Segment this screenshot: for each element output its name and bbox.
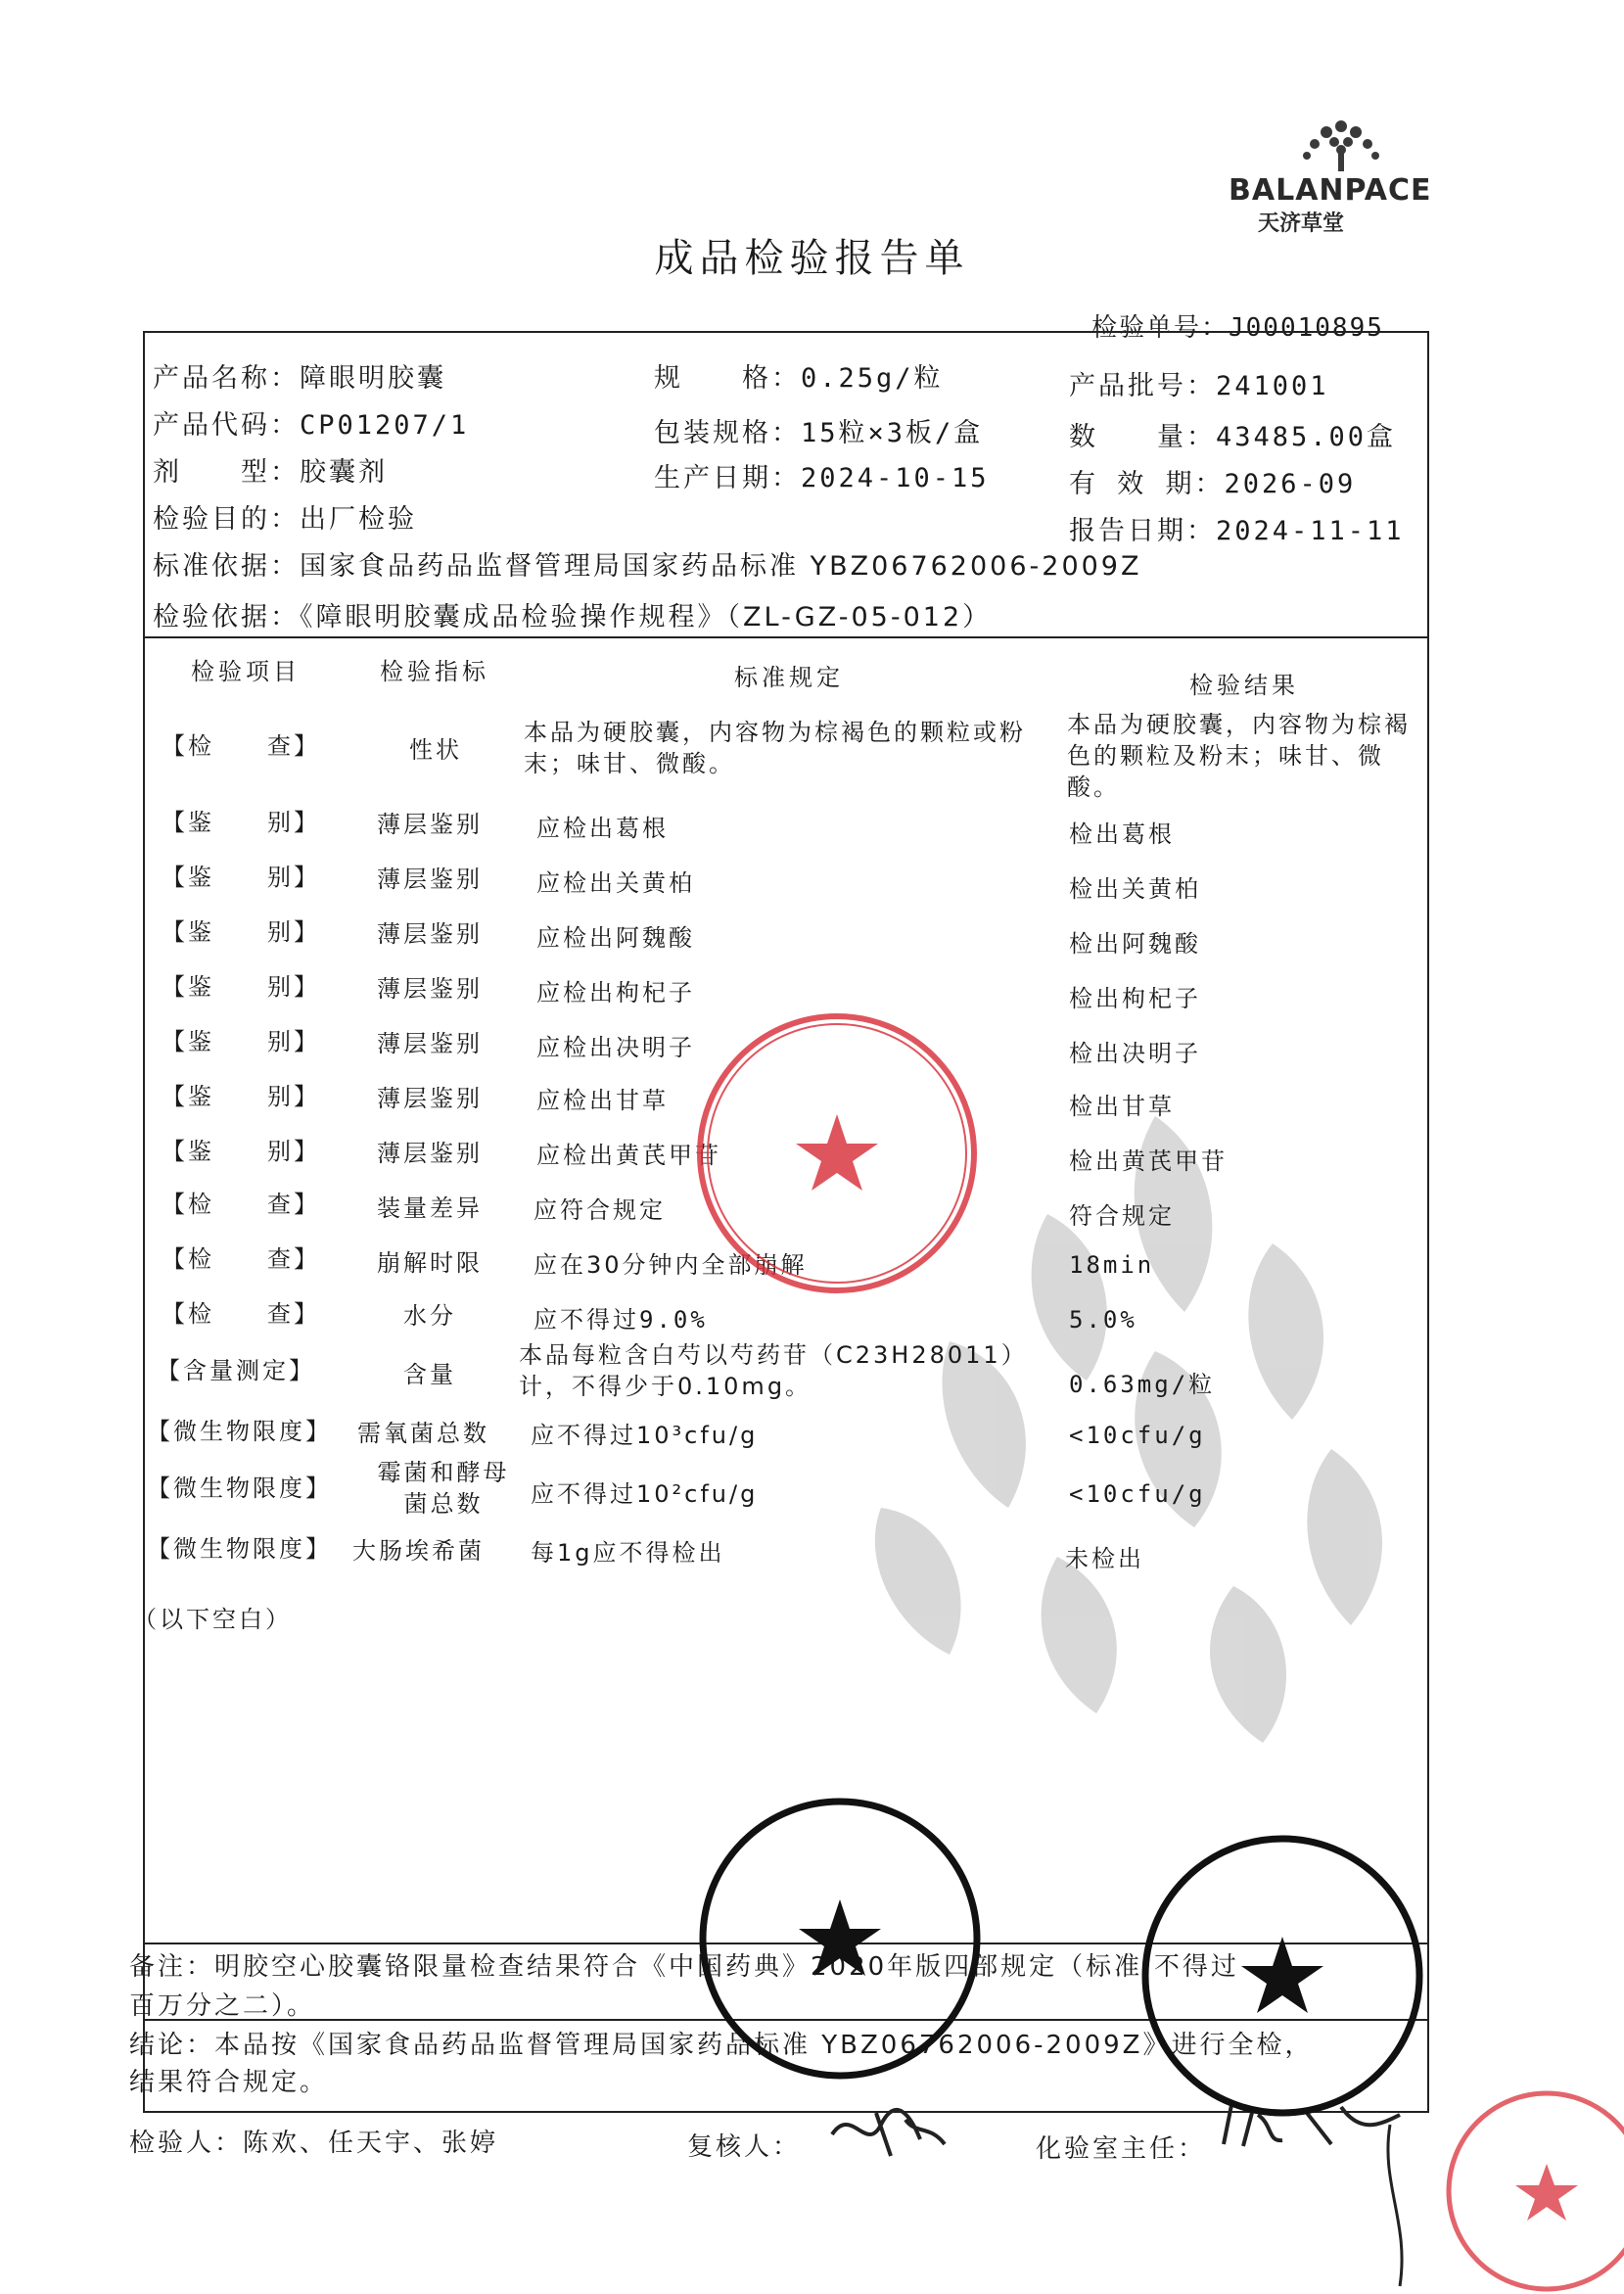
row-item: 【微生物限度】	[147, 1475, 332, 1502]
row-item: 【鉴 别】	[162, 1138, 320, 1165]
production-date: 生产日期：2024-10-15	[654, 463, 990, 493]
product-name: 产品名称：障眼明胶囊	[153, 363, 446, 394]
row-result: 符合规定	[1069, 1202, 1175, 1230]
red-corner-seal-icon	[1429, 2074, 1624, 2294]
row-result: 5.0%	[1069, 1306, 1137, 1334]
reviewer-label: 复核人：	[687, 2132, 802, 2162]
blank-note: （以下空白）	[133, 1606, 292, 1633]
remark-line-2: 百万分之二）。	[129, 1991, 316, 2021]
row-standard: 应检出枸杞子	[536, 979, 695, 1007]
header-divider	[143, 636, 1429, 638]
row-standard: 应检出决明子	[536, 1034, 695, 1061]
row-index: 霉菌和酵母菌总数	[377, 1459, 510, 1518]
spec: 规 格：0.25g/粒	[654, 363, 944, 394]
row-index: 装量差异	[377, 1194, 483, 1222]
row-item: 【鉴 别】	[162, 809, 320, 836]
row-index: 崩解时限	[377, 1249, 483, 1277]
standard-basis: 标准依据：国家食品药品监督管理局国家药品标准 YBZ06762006-2009Z	[153, 551, 1142, 582]
remark-line-1: 备注：明胶空心胶囊铬限量检查结果符合《中国药典》2020年版四部规定（标准:不得过	[129, 1952, 1239, 1982]
col-header-result: 检验结果	[1189, 672, 1299, 699]
row-index: 性状	[409, 736, 462, 764]
row-result: 检出阿魏酸	[1069, 930, 1201, 958]
report-date: 报告日期：2024-11-11	[1069, 516, 1405, 546]
row-item: 【检 查】	[162, 1191, 320, 1218]
lab-head-signature-tail-icon	[1370, 2125, 1429, 2291]
black-quality-seal-right-icon	[1136, 1829, 1429, 2123]
row-index: 含量	[403, 1361, 456, 1388]
black-quality-seal-left-icon	[693, 1792, 987, 2085]
row-result: 检出葛根	[1069, 820, 1175, 848]
row-result: 未检出	[1065, 1545, 1144, 1572]
expiry-date: 有 效 期：2026-09	[1069, 469, 1357, 499]
quantity: 数 量：43485.00盒	[1069, 422, 1397, 452]
row-index: 需氧菌总数	[357, 1420, 489, 1447]
row-standard: 应在30分钟内全部崩解	[534, 1251, 808, 1279]
row-standard: 应不得过10³cfu/g	[531, 1422, 759, 1449]
row-item: 【检 查】	[162, 1300, 320, 1328]
dosage-form: 剂 型：胶囊剂	[153, 457, 388, 488]
row-standard: 应检出关黄柏	[536, 869, 695, 897]
row-result: 检出黄芪甲苷	[1069, 1147, 1228, 1175]
row-standard: 每1g应不得检出	[531, 1539, 725, 1567]
row-result: 检出枸杞子	[1069, 985, 1201, 1012]
row-standard: 应不得过10²cfu/g	[531, 1480, 759, 1508]
row-standard: 本品为硬胶囊，内容物为棕褐色的颗粒或粉末；味甘、微酸。	[524, 719, 1026, 777]
row-item: 【检 查】	[162, 1245, 320, 1273]
row-index: 大肠埃希菌	[352, 1537, 485, 1565]
row-result: 检出关黄柏	[1069, 875, 1201, 903]
row-standard: 应检出阿魏酸	[536, 924, 695, 952]
row-item: 【鉴 别】	[162, 973, 320, 1001]
row-result: 0.63mg/粒	[1069, 1371, 1216, 1398]
row-standard: 应不得过9.0%	[534, 1306, 708, 1334]
col-header-item: 检验项目	[191, 658, 301, 685]
row-index: 薄层鉴别	[377, 866, 483, 893]
col-header-index: 检验指标	[380, 658, 489, 685]
row-item: 【微生物限度】	[147, 1418, 332, 1445]
batch-number: 产品批号：241001	[1069, 371, 1329, 401]
col-header-standard: 标准规定	[734, 664, 844, 691]
reviewer-signature-icon	[822, 2095, 959, 2164]
row-result: <10cfu/g	[1069, 1480, 1206, 1508]
inspectors: 检验人：陈欢、任天宇、张婷	[129, 2129, 499, 2158]
row-standard: 应检出黄芪甲苷	[536, 1142, 721, 1169]
row-standard: 应检出甘草	[536, 1087, 669, 1114]
row-index: 水分	[403, 1302, 456, 1330]
report-number: 检验单号：J00010895	[1091, 313, 1384, 343]
inspection-purpose: 检验目的：出厂检验	[153, 504, 417, 535]
row-standard: 应检出葛根	[536, 815, 669, 842]
brand-name-cn: 天济草堂	[1258, 211, 1345, 236]
row-item: 【鉴 别】	[162, 1028, 320, 1055]
row-item: 【鉴 别】	[162, 918, 320, 946]
row-result: 本品为硬胶囊，内容物为棕褐色的颗粒及粉末；味甘、微酸。	[1067, 711, 1411, 801]
row-item: 【鉴 别】	[162, 1083, 320, 1110]
conclusion-line-1: 结论：本品按《国家食品药品监督管理局国家药品标准 YBZ06762006-2009Z》进行全检，	[129, 2031, 1314, 2060]
row-item: 【含量测定】	[157, 1357, 315, 1384]
red-company-seal-icon	[690, 1007, 984, 1300]
row-standard: 应符合规定	[534, 1196, 666, 1224]
conclusion-line-2: 结果符合规定。	[129, 2068, 329, 2097]
row-index: 薄层鉴别	[377, 975, 483, 1003]
row-index: 薄层鉴别	[377, 1085, 483, 1112]
brand-name: BALANPACE	[1229, 173, 1432, 208]
product-code: 产品代码：CP01207/1	[153, 410, 470, 441]
row-index: 薄层鉴别	[377, 1140, 483, 1167]
row-index: 薄层鉴别	[377, 920, 483, 948]
inspection-basis: 检验依据：《障眼明胶囊成品检验操作规程》（ZL-GZ-05-012）	[153, 602, 993, 632]
row-item: 【检 查】	[162, 732, 320, 760]
row-standard: 本品每粒含白芍以芍药苷（C23H28011）计，不得少于0.10mg。	[519, 1341, 1028, 1400]
tree-logo-icon	[1287, 113, 1395, 173]
page-title: 成品检验报告单	[654, 236, 970, 281]
lab-head-label: 化验室主任：	[1036, 2134, 1207, 2164]
row-result: <10cfu/g	[1069, 1422, 1206, 1449]
row-item: 【鉴 别】	[162, 864, 320, 891]
row-result: 18min	[1069, 1251, 1155, 1279]
row-result: 检出甘草	[1069, 1093, 1175, 1120]
row-item: 【微生物限度】	[147, 1535, 332, 1563]
row-index: 薄层鉴别	[377, 811, 483, 838]
row-index: 薄层鉴别	[377, 1030, 483, 1057]
company-logo	[1229, 113, 1463, 236]
package-spec: 包装规格：15粒×3板/盒	[654, 418, 984, 448]
row-result: 检出决明子	[1069, 1040, 1201, 1067]
